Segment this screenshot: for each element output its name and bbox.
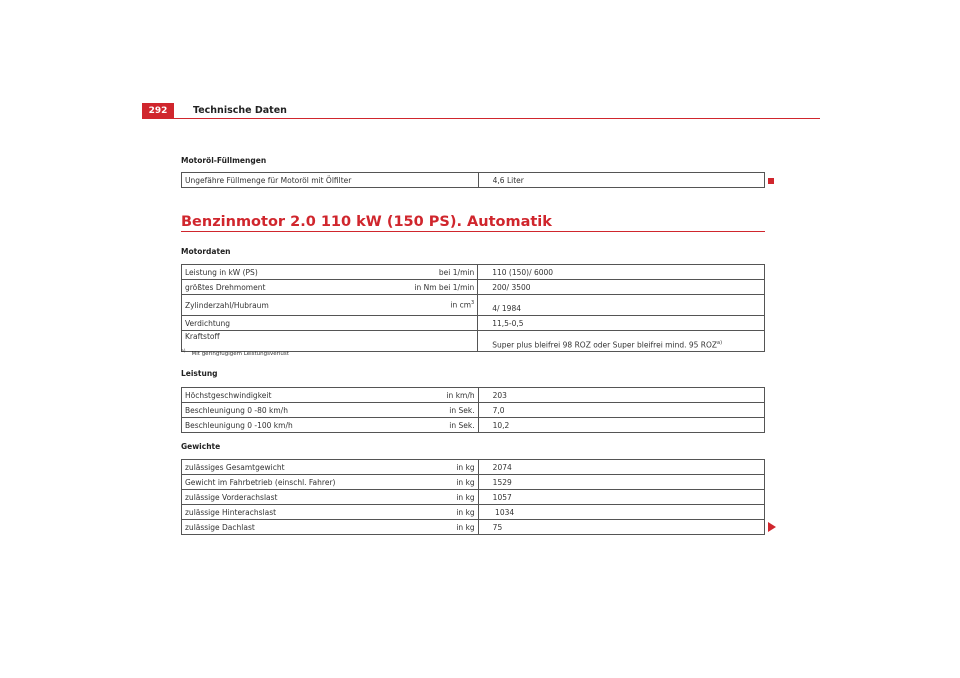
leistung-subtitle: Leistung [181,369,218,378]
leistung-table [181,387,765,433]
table-row [182,388,765,403]
table-row [182,418,765,433]
row-unit [361,295,478,316]
oil-subtitle: Motoröl-Füllmengen [181,156,267,165]
row-label: Leistung in kW (PS) [182,265,362,280]
title-rule [181,231,765,232]
table-row [182,316,765,331]
table-row [182,520,765,535]
oil-label: Ungefähre Füllmenge für Motoröl mit Ölfilter [182,173,479,188]
table-row [182,403,765,418]
row-value: 2074 [478,460,764,475]
row-value: 1057 [478,490,764,505]
row-unit: in Sek. [361,418,478,433]
row-label: zulässige Hinterachslast [182,505,362,520]
row-unit: in kg [361,520,478,535]
row-value: 203 [478,388,764,403]
gewichte-subtitle: Gewichte [181,442,221,451]
fuel-text: Super plus bleifrei 98 ROZ oder Super bleifrei mind. 95 ROZ [492,340,718,349]
engine-title: Benzinmotor 2.0 110 kW (150 PS). Automatik [181,214,552,230]
row-unit: in kg [361,460,478,475]
oil-table [181,172,765,188]
row-value: 4/ 1984 [478,295,765,316]
red-square-end-icon [768,178,774,184]
oil-value: 4,6 Liter [478,173,764,188]
table-row [182,295,765,316]
row-label: zulässige Vorderachslast [182,490,362,505]
row-label: zulässige Dachlast [182,520,362,535]
row-unit: bei 1/min [361,265,478,280]
header-rule [142,118,820,119]
row-unit: in Sek. [361,403,478,418]
section-title: Technische Daten [193,105,287,116]
row-unit: in kg [361,505,478,520]
row-unit: in kg [361,490,478,505]
row-label: zulässiges Gesamtgewicht [182,460,362,475]
row-value: 1529 [478,475,764,490]
row-label: Beschleunigung 0 -100 km/h [182,418,362,433]
row-label: Beschleunigung 0 -80 km/h [182,403,362,418]
footnote-text: Mit geringfügigem Leistungsverlust [191,350,289,357]
table-row [182,173,765,188]
row-label: Kraftstoff [182,331,362,352]
row-value: 11,5-0,5 [478,316,765,331]
table-row [182,265,765,280]
table-row [182,490,765,505]
row-label: Gewicht im Fahrbetrieb (einschl. Fahrer) [182,475,362,490]
motordaten-subtitle: Motordaten [181,247,231,256]
row-value: 110 (150)/ 6000 [478,265,765,280]
table-row [182,505,765,520]
row-unit: in kg [361,475,478,490]
row-value: 10,2 [478,418,764,433]
unit-superscript: 3 [471,300,475,307]
footnote [181,349,289,357]
page-number: 292 [142,103,174,119]
table-row [182,460,765,475]
gewichte-table [181,459,765,535]
row-unit [361,331,478,352]
red-arrow-right-icon [768,522,776,532]
row-label: Zylinderzahl/Hubraum [182,295,362,316]
row-value: 75 [478,520,764,535]
table-row [182,475,765,490]
table-row [182,280,765,295]
row-value: 1034 [478,505,764,520]
row-unit: in km/h [361,388,478,403]
row-value [478,331,765,352]
unit-text: in cm [450,300,472,310]
row-value: 200/ 3500 [478,280,765,295]
motordaten-table [181,264,765,352]
row-label: größtes Drehmoment [182,280,362,295]
row-unit [361,316,478,331]
row-unit: in Nm bei 1/min [361,280,478,295]
row-label: Verdichtung [182,316,362,331]
row-value: 7,0 [478,403,764,418]
row-label: Höchstgeschwindigkeit [182,388,362,403]
footnote-mark: a) [181,349,186,354]
footnote-ref: a) [717,339,723,346]
